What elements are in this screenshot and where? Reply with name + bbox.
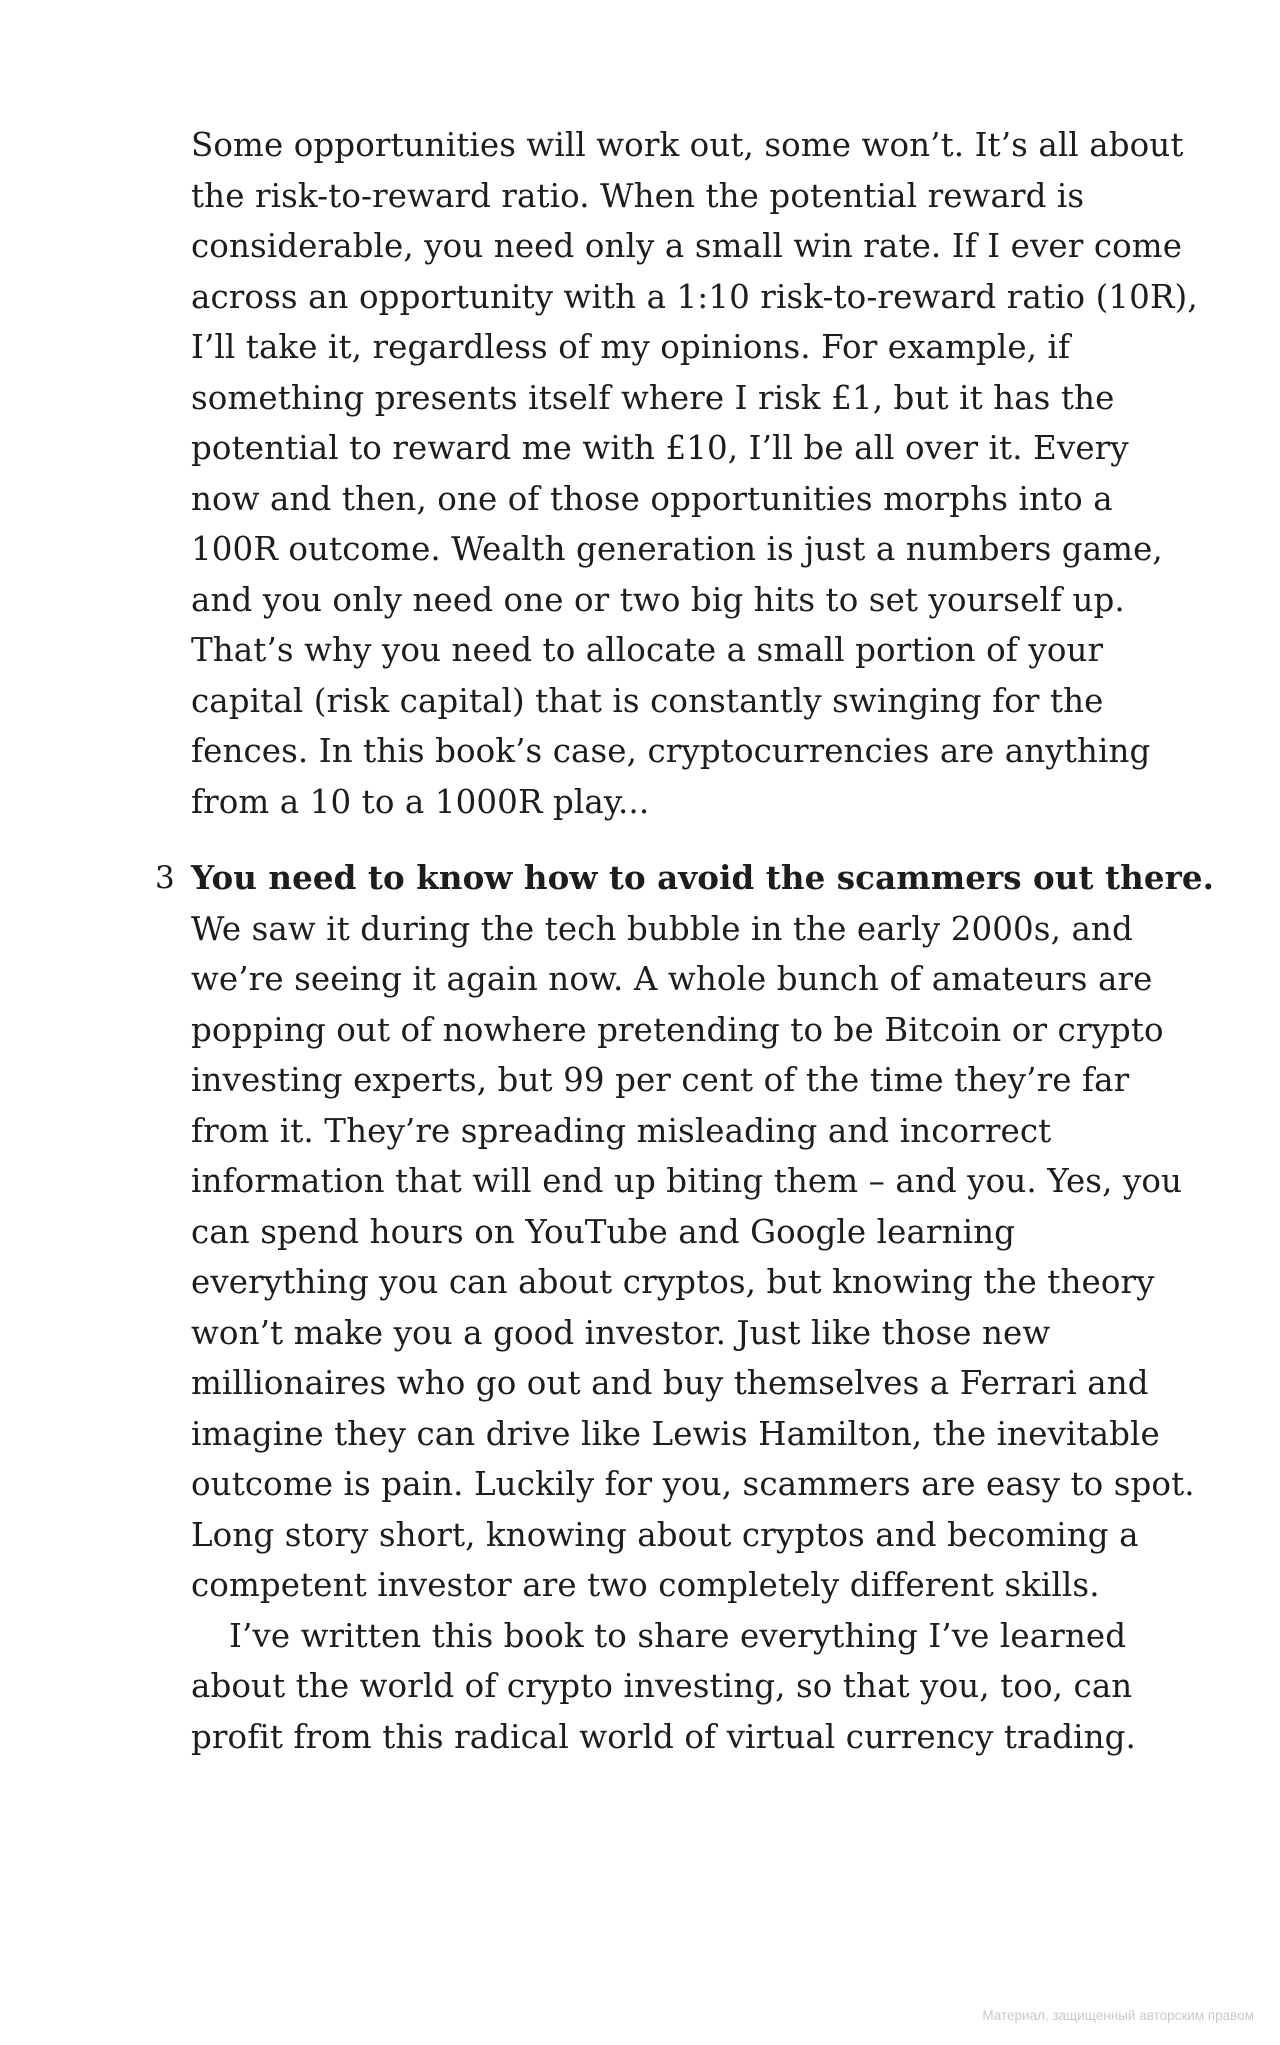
text-line: we’re seeing it again now. A whole bunch of amateurs are [191, 960, 1153, 998]
text-line: profit from this radical world of virtual currency trading. [191, 1717, 1136, 1756]
text-line: can spend hours on YouTube and Google learning [191, 1212, 1016, 1251]
text-line: millionaires who go out and buy themselves a Ferrari and [191, 1364, 1149, 1402]
text-line: capital (risk capital) that is constantly swinging for the [191, 681, 1104, 720]
section-spacer [191, 827, 1151, 853]
text-line: considerable, you need only a small win rate. If I ever come [191, 227, 1183, 265]
list-number: 3 [155, 860, 175, 896]
text-line: about the world of crypto investing, so that you, too, can [191, 1667, 1133, 1705]
text-line: We saw it during the tech bubble in the early 2000s, and [191, 909, 1133, 948]
text-line: the risk-to-reward ratio. When the potential reward is [191, 176, 1085, 215]
text-line: fences. In this book’s case, cryptocurrencies are anything [191, 732, 1151, 770]
text-line: potential to reward me with £10, I’ll be all over it. Every [191, 429, 1129, 467]
text-line: everything you can about cryptos, but knowing the theory [191, 1263, 1155, 1301]
text-line: competent investor are two completely different skills. [191, 1566, 1100, 1604]
paragraph-continued [191, 120, 1198, 827]
text-line: from a 10 to a 1000R play... [191, 782, 650, 821]
numbered-point-3 [155, 853, 1215, 1611]
text-line: now and then, one of those opportunities morphs into a [191, 479, 1113, 518]
text-line: popping out of nowhere pretending to be Bitcoin or crypto [191, 1010, 1164, 1049]
text-line: and you only need one or two big hits to set yourself up. [191, 580, 1125, 619]
text-line: imagine they can drive like Lewis Hamilton, the inevitable [191, 1414, 1160, 1453]
text-line: information that will end up biting them – and you. Yes, you [191, 1162, 1183, 1200]
text-line: investing experts, but 99 per cent of the time they’re far [191, 1061, 1130, 1099]
text-line: outcome is pain. Luckily for you, scammers are easy to spot. [191, 1465, 1195, 1503]
closing-paragraph [191, 1611, 1151, 1763]
text-line: Some opportunities will work out, some won’t. It’s all about [191, 126, 1184, 164]
text-line: 100R outcome. Wealth generation is just a numbers game, [191, 530, 1163, 568]
text-line: Long story short, knowing about cryptos and becoming a [191, 1515, 1139, 1554]
page-body [155, 120, 1215, 1762]
text-line: across an opportunity with a 1:10 risk-to-reward ratio (10R), [191, 277, 1198, 316]
copyright-watermark: Материал, защищенный авторским правом [982, 2008, 1254, 2023]
text-line: I’ll take it, regardless of my opinions. For example, if [191, 328, 1071, 366]
text-line: I’ve written this book to share everything I’ve learned [229, 1616, 1127, 1655]
text-line: from it. They’re spreading misleading and incorrect [191, 1111, 1052, 1150]
point-heading: You need to know how to avoid the scammers out there. [191, 858, 1215, 897]
text-line: That’s why you need to allocate a small portion of your [191, 631, 1104, 669]
text-line: won’t make you a good investor. Just like those new [191, 1313, 1051, 1352]
text-line: something presents itself where I risk £1, but it has the [191, 378, 1115, 417]
